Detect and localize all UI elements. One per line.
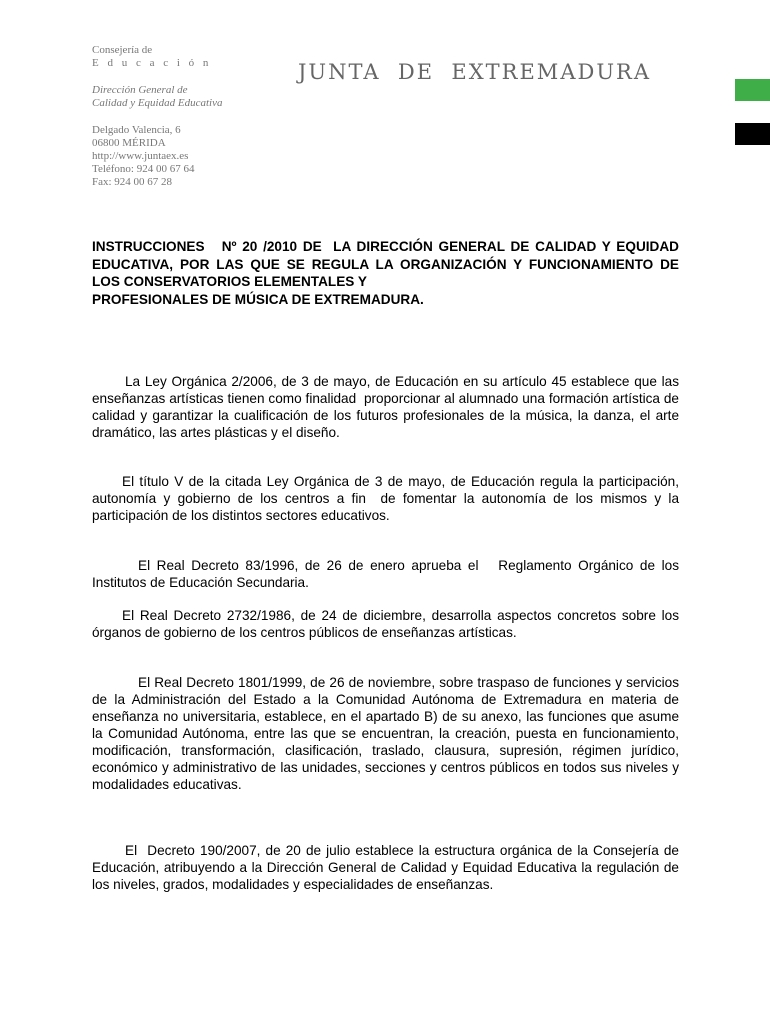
paragraph-2: El título V de la citada Ley Orgánica de 3 de mayo, de Educación regula la participación, autonomía y gobierno de los centros a fin de fomentar la autonomía de los mismos y la participación de los distintos sectores educativos. <box>92 474 683 523</box>
website-text: http://www.juntaex.es <box>92 150 189 162</box>
phone-text: Teléfono: 924 00 67 64 <box>92 163 195 175</box>
paragraph-1: La Ley Orgánica 2/2006, de 3 de mayo, de Educación en su artículo 45 establece que las enseñanzas artísticas tienen como finalidad proporcionar al alumnado una formación artística de calidad y garantizar la cualificación de los futuros profesionales de la música, la danza, el arte dramático, las artes plásticas y el diseño. <box>92 374 683 440</box>
paragraph-5: El Real Decreto 1801/1999, de 26 de noviembre, sobre traspaso de funciones y servicios de la Administración del Estado a la Comunidad Autónoma de Extremadura en materia de enseñanza no universitaria, establece, en el apartado B) de su anexo, las funciones que asume la Comunidad Autónoma, entre las que se encuentran, la creación, puesta en funcionamiento, modificación, transformación, clasificación, traslado, clausura, supresión, régimen jurídico, económico y administrativo de las unidades, secciones y centros públicos en todos sus niveles y modalidades educativas. <box>92 675 683 792</box>
direccion-line1: Dirección General de <box>92 84 188 96</box>
title-line2: PROFESIONALES DE MÚSICA DE EXTREMADURA. <box>92 291 424 307</box>
brand-title: JUNTA DE EXTREMADURA <box>298 60 651 84</box>
direccion-line2: Calidad y Equidad Educativa <box>92 97 223 109</box>
paragraph-3: El Real Decreto 83/1996, de 26 de enero aprueba el Reglamento Orgánico de los Institutos de Educación Secundaria. <box>92 558 683 590</box>
letterhead-block <box>92 44 222 189</box>
paragraph-6: El Decreto 190/2007, de 20 de julio establece la estructura orgánica de la Consejería de Educación, atribuyendo a la Dirección General de Calidad y Equidad Educativa la regulación de los niveles, grados, modalidades y especialidades de enseñanzas. <box>92 843 683 892</box>
address-line2: 06800 MÉRIDA <box>92 137 166 149</box>
paragraph-4: El Real Decreto 2732/1986, de 24 de diciembre, desarrolla aspectos concretos sobre los órganos de gobierno de los centros públicos de enseñanzas artísticas. <box>92 608 683 640</box>
fax-text: Fax: 924 00 67 28 <box>92 176 173 188</box>
title-line1: INSTRUCCIONES Nº 20 /2010 DE LA DIRECCIÓN GENERAL DE CALIDAD Y EQUIDAD EDUCATIVA, POR LAS QUE SE REGULA LA ORGANIZACIÓN Y FUNCIONAMIENTO DE LOS CONSERVATORIOS ELEMENTALES Y <box>92 239 683 289</box>
address-line1: Delgado Valencia, 6 <box>92 124 181 136</box>
consejeria-line2: E d u c a c i ó n <box>92 57 212 69</box>
green-bar-decoration <box>735 79 770 101</box>
document-title <box>92 238 683 308</box>
black-bar-decoration <box>735 123 770 145</box>
consejeria-line1: Consejería de <box>92 44 153 56</box>
